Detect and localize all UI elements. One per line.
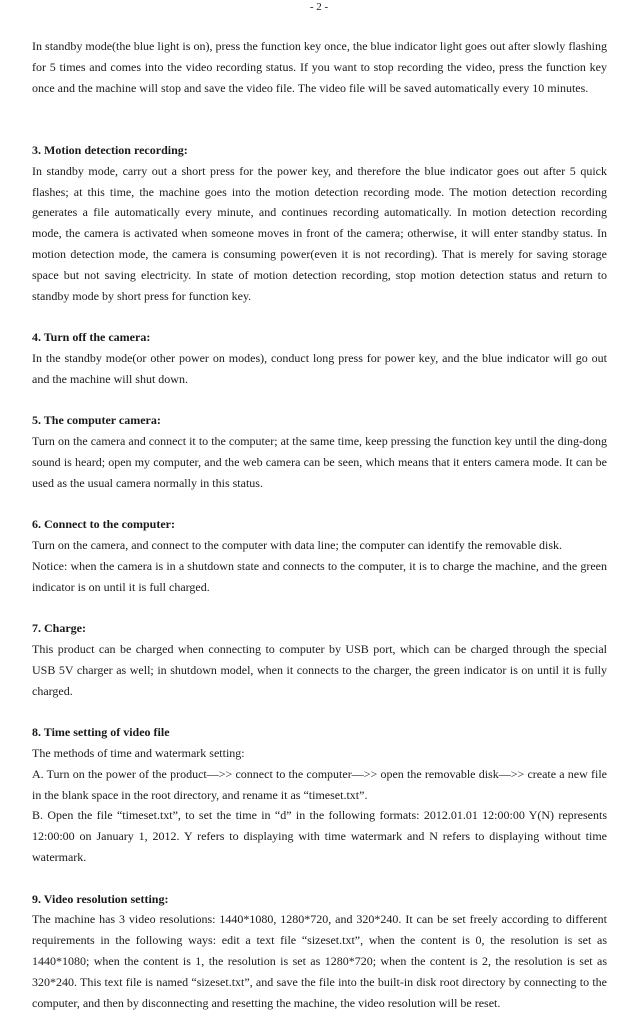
section-paragraph: Turn on the camera and connect it to the computer; at the same time, keep pressing the function key until the ding-dong sound is heard; open my computer, and the web camera can be seen, which means that it enters camera mode. It can be used as the usual camera normally in this status. [32,434,607,490]
section-heading: 9. Video resolution setting: [32,891,169,906]
intro-block [32,36,607,98]
page-content [32,36,607,1034]
section-paragraph: A. Turn on the power of the product—>> connect to the computer—>> open the removable disk—>> create a new file in the blank space in the root directory, and rename it as “timeset.txt”. [32,766,607,802]
section-paragraph: The methods of time and watermark setting: [32,746,245,761]
intro-paragraph: In standby mode(the blue light is on), press the function key once, the blue indicator light goes out after slowly flashing for 5 times and comes into the video recording status. If you want to stop recording the video, press the function key once and the machine will stop and save the video file. The video file will be saved automatically every 10 minutes. [32,39,607,95]
section-heading: 7. Charge: [32,621,86,636]
section-connect-computer [32,514,607,597]
section-motion-detection [32,140,607,306]
section-paragraph: This product can be charged when connecting to computer by USB port, which can be charged through the special USB 5V charger as well; in shutdown model, when it connects to the charger, the green indicator is on until it is fully charged. [32,642,607,698]
section-paragraph: The machine has 3 video resolutions: 1440*1080, 1280*720, and 320*240. It can be set freely according to different requirements in the following ways: edit a text file “sizeset.txt”, when the content is 0, the resolution is set as 1440*1080; when the content is 1, the resolution is set as 1280*720; when the content is 2, the resolution is set as 320*240. This text file is named “sizeset.txt”, and save the file into the built-in disk root directory by connecting to the computer, and then by disconnecting and resetting the machine, the video resolution will be reset. [32,912,607,1010]
section-heading: 6. Connect to the computer: [32,517,175,532]
page-number: - 2 - [309,1,329,13]
section-paragraph: B. Open the file “timeset.txt”, to set the time in “d” in the following formats: 2012.01.01 12:00:00 Y(N) represents 12:00:00 on January 1, 2012. Y refers to displaying with time watermark and N refers to displaying without time watermark. [32,808,607,865]
section-paragraph: Notice: when the camera is in a shutdown state and connects to the computer, it is to charge the machine, and the green indicator is on until it is full charged. [32,558,607,594]
section-time-setting [32,722,607,868]
section-video-resolution [32,889,607,1014]
section-computer-camera [32,410,607,493]
section-charge [32,618,607,701]
section-heading: 5. The computer camera: [32,413,161,428]
section-turn-off [32,327,607,389]
section-paragraph: In the standby mode(or other power on modes), conduct long press for power key, and the blue indicator will go out and the machine will shut down. [32,350,607,386]
section-heading: 4. Turn off the camera: [32,330,151,345]
section-paragraph: Turn on the camera, and connect to the computer with data line; the computer can identify the removable disk. [32,538,563,553]
section-heading: 3. Motion detection recording: [32,142,188,157]
section-heading: 8. Time setting of video file [32,725,170,740]
section-paragraph: In standby mode, carry out a short press for the power key, and therefore the blue indicator goes out after 5 quick flashes; at this time, the machine goes into the motion detection recording mode. The motion detection recording generates a file automatically every minute, and continues recording automatically. In motion detection recording mode, the camera is activated when someone moves in front of the camera; otherwise, it will enter standby status. In motion detection mode, the camera is consuming power(even it is not recording). That is merely for saving storage space but not saving electricity. In state of motion detection recording, stop motion detection status and return to standby mode by short press for function key. [32,163,607,303]
